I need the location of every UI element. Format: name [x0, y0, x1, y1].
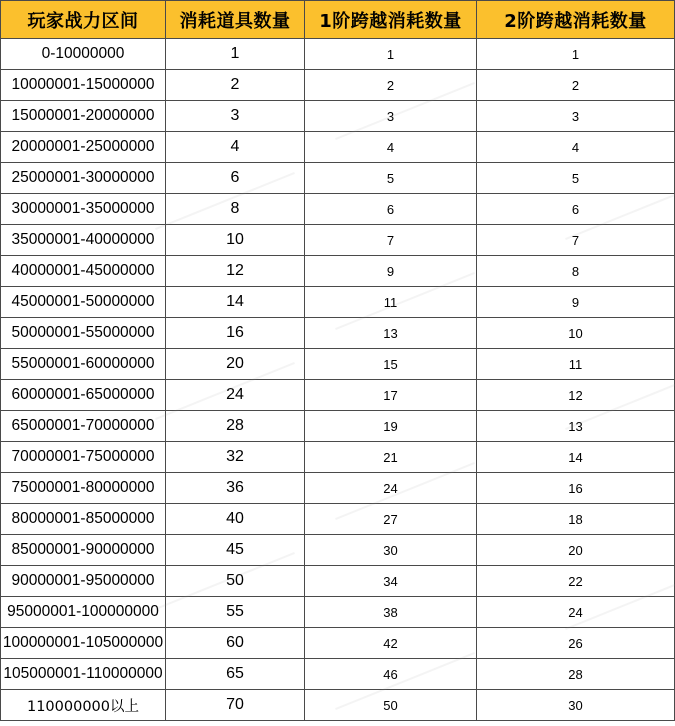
cell-tier1-cost: 5 [305, 163, 477, 194]
cell-tier2-cost: 12 [477, 380, 675, 411]
cell-item-count: 70 [166, 690, 305, 721]
cell-power-range: 45000001-50000000 [1, 287, 166, 318]
table-row [1, 442, 675, 473]
cell-power-range: 55000001-60000000 [1, 349, 166, 380]
cell-tier1-cost: 1 [305, 39, 477, 70]
cell-tier2-cost: 18 [477, 504, 675, 535]
table-row [1, 473, 675, 504]
cell-tier1-cost: 27 [305, 504, 477, 535]
table-row [1, 287, 675, 318]
cell-tier2-cost: 9 [477, 287, 675, 318]
cell-tier2-cost: 7 [477, 225, 675, 256]
cell-item-count: 65 [166, 659, 305, 690]
cell-tier2-cost: 6 [477, 194, 675, 225]
cell-power-range: 100000001-105000000 [1, 628, 166, 659]
cell-item-count: 4 [166, 132, 305, 163]
cell-item-count: 28 [166, 411, 305, 442]
cell-power-range: 95000001-100000000 [1, 597, 166, 628]
cell-power-range: 0-10000000 [1, 39, 166, 70]
cell-item-count: 1 [166, 39, 305, 70]
cell-tier2-cost: 22 [477, 566, 675, 597]
table-row [1, 628, 675, 659]
cell-power-range: 60000001-65000000 [1, 380, 166, 411]
cell-power-range: 25000001-30000000 [1, 163, 166, 194]
cell-tier2-cost: 2 [477, 70, 675, 101]
cell-tier2-cost: 8 [477, 256, 675, 287]
table-row [1, 659, 675, 690]
table-row [1, 256, 675, 287]
cell-tier2-cost: 30 [477, 690, 675, 721]
cell-tier2-cost: 20 [477, 535, 675, 566]
cell-item-count: 45 [166, 535, 305, 566]
cell-item-count: 55 [166, 597, 305, 628]
cell-item-count: 14 [166, 287, 305, 318]
cell-tier1-cost: 38 [305, 597, 477, 628]
cell-tier2-cost: 10 [477, 318, 675, 349]
cell-tier1-cost: 46 [305, 659, 477, 690]
header-power-range: 玩家战力区间 [1, 1, 166, 39]
table-row [1, 225, 675, 256]
cell-tier1-cost: 34 [305, 566, 477, 597]
cell-tier1-cost: 4 [305, 132, 477, 163]
cell-item-count: 10 [166, 225, 305, 256]
header-item-count: 消耗道具数量 [166, 1, 305, 39]
cell-tier2-cost: 14 [477, 442, 675, 473]
cell-item-count: 6 [166, 163, 305, 194]
cell-item-count: 40 [166, 504, 305, 535]
cell-power-range: 15000001-20000000 [1, 101, 166, 132]
cell-power-range: 90000001-95000000 [1, 566, 166, 597]
cell-tier1-cost: 9 [305, 256, 477, 287]
cell-power-range: 70000001-75000000 [1, 442, 166, 473]
cell-tier2-cost: 24 [477, 597, 675, 628]
table-row [1, 101, 675, 132]
cell-tier2-cost: 11 [477, 349, 675, 380]
cell-item-count: 36 [166, 473, 305, 504]
cell-power-range: 10000001-15000000 [1, 70, 166, 101]
cell-item-count: 3 [166, 101, 305, 132]
table-row [1, 566, 675, 597]
cell-power-range: 80000001-85000000 [1, 504, 166, 535]
cell-power-range: 85000001-90000000 [1, 535, 166, 566]
cell-item-count: 12 [166, 256, 305, 287]
table-row [1, 132, 675, 163]
cell-item-count: 20 [166, 349, 305, 380]
table-row [1, 597, 675, 628]
table-row [1, 39, 675, 70]
header-tier2-cost: 2阶跨越消耗数量 [477, 1, 675, 39]
cell-tier1-cost: 6 [305, 194, 477, 225]
cell-tier1-cost: 13 [305, 318, 477, 349]
cell-tier2-cost: 3 [477, 101, 675, 132]
cell-tier1-cost: 42 [305, 628, 477, 659]
cell-power-range: 110000000以上 [1, 690, 166, 721]
cell-tier1-cost: 19 [305, 411, 477, 442]
table-row [1, 411, 675, 442]
cell-power-range: 105000001-110000000 [1, 659, 166, 690]
cell-item-count: 2 [166, 70, 305, 101]
cell-power-range: 50000001-55000000 [1, 318, 166, 349]
header-tier1-cost: 1阶跨越消耗数量 [305, 1, 477, 39]
cell-tier2-cost: 5 [477, 163, 675, 194]
cell-item-count: 16 [166, 318, 305, 349]
cell-power-range: 20000001-25000000 [1, 132, 166, 163]
cell-tier1-cost: 21 [305, 442, 477, 473]
table-row [1, 349, 675, 380]
table-row [1, 690, 675, 721]
table-row [1, 194, 675, 225]
cell-power-range: 65000001-70000000 [1, 411, 166, 442]
cell-power-range: 30000001-35000000 [1, 194, 166, 225]
cell-item-count: 50 [166, 566, 305, 597]
table-row [1, 380, 675, 411]
table-row [1, 318, 675, 349]
cell-power-range: 75000001-80000000 [1, 473, 166, 504]
cell-item-count: 24 [166, 380, 305, 411]
cell-tier1-cost: 7 [305, 225, 477, 256]
cell-tier2-cost: 4 [477, 132, 675, 163]
cell-tier1-cost: 50 [305, 690, 477, 721]
cell-tier2-cost: 28 [477, 659, 675, 690]
table-row [1, 535, 675, 566]
cell-tier1-cost: 3 [305, 101, 477, 132]
table-row [1, 504, 675, 535]
cell-tier2-cost: 26 [477, 628, 675, 659]
cell-tier1-cost: 11 [305, 287, 477, 318]
cell-tier1-cost: 24 [305, 473, 477, 504]
cell-item-count: 60 [166, 628, 305, 659]
cell-tier2-cost: 1 [477, 39, 675, 70]
cell-power-range: 35000001-40000000 [1, 225, 166, 256]
cell-tier2-cost: 13 [477, 411, 675, 442]
cell-item-count: 8 [166, 194, 305, 225]
cell-power-range: 40000001-45000000 [1, 256, 166, 287]
cell-item-count: 32 [166, 442, 305, 473]
cell-tier1-cost: 17 [305, 380, 477, 411]
cell-tier2-cost: 16 [477, 473, 675, 504]
cell-tier1-cost: 2 [305, 70, 477, 101]
cell-tier1-cost: 15 [305, 349, 477, 380]
header-row [1, 1, 675, 39]
cell-tier1-cost: 30 [305, 535, 477, 566]
table-row [1, 70, 675, 101]
table-row [1, 163, 675, 194]
